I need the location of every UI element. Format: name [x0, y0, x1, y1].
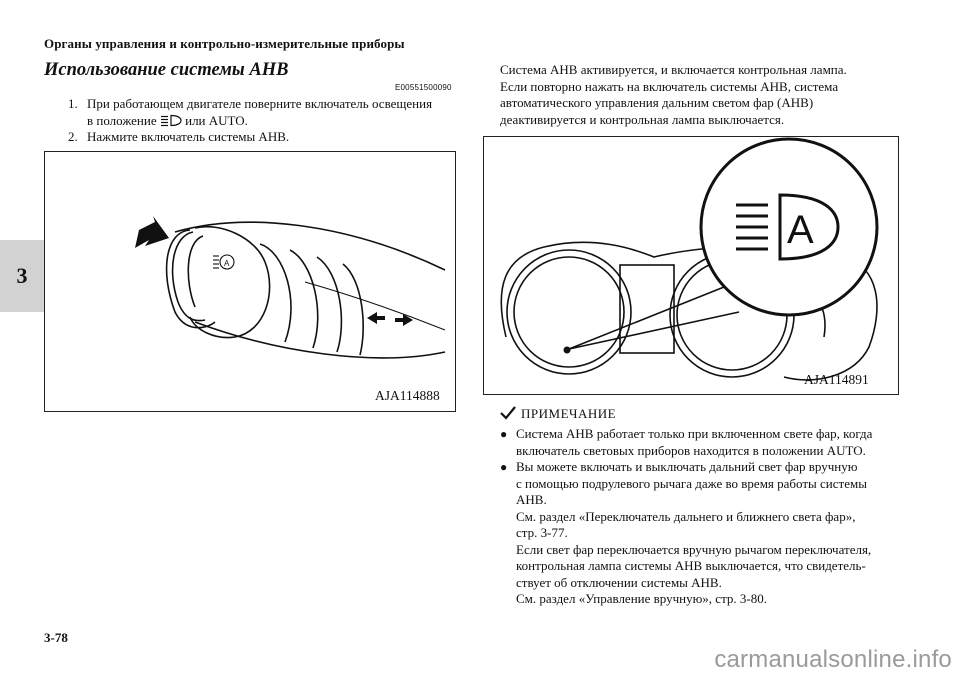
switch-illustration	[45, 152, 455, 411]
chapter-tab: 3	[0, 240, 44, 312]
step-text: или AUTO.	[185, 112, 248, 128]
note-bullet-1	[500, 426, 900, 459]
bullet-line: Если свет фар переключается вручную рычагом переключателя,	[516, 541, 872, 557]
section-title: Использование системы AHB	[44, 60, 289, 80]
step-1	[68, 96, 468, 129]
headlight-icon	[160, 114, 182, 127]
push-arrow-icon	[135, 216, 169, 248]
ahb-description	[500, 62, 900, 128]
bullet-line: AHB.	[516, 492, 547, 507]
bullet-line: Система AHB работает только при включенном свете фар, когда	[516, 426, 873, 441]
step-2	[68, 129, 468, 146]
step-text: При работающем двигателе поверните включатель освещения	[87, 96, 433, 111]
bullet-line: с помощью подрулевого рычага даже во время работы системы	[516, 475, 867, 491]
bullet-line: контрольная лампа системы AHB выключается, что свидетель-	[516, 558, 866, 573]
figure-instrument-cluster	[483, 136, 899, 395]
bullet-line: См. раздел «Переключатель дальнего и ближнего света фар»,	[516, 508, 856, 524]
bullet-line: Вы можете включать и выключать дальний свет фар вручную	[516, 459, 858, 474]
figure-label-right: AJA114891	[804, 372, 869, 387]
paragraph-line: деактивируется и контрольная лампа выключается.	[500, 111, 785, 127]
figure-ahb-switch	[44, 151, 456, 412]
page-number: 3-78	[44, 630, 68, 645]
bullet-line: включатель световых приборов находится в положении AUTO.	[516, 442, 866, 458]
paragraph-line: автоматического управления дальним светом фар (AHB)	[500, 95, 814, 110]
bullet-line: См. раздел «Управление вручную», стр. 3-80.	[516, 591, 767, 606]
cluster-illustration	[484, 137, 898, 394]
note-checkmark-icon	[500, 405, 516, 421]
step-number: 2.	[68, 129, 78, 144]
bullet-line: ствует об отключении системы AHB.	[516, 574, 722, 590]
step-text: в положение	[87, 112, 157, 128]
section-code: E00551500090	[395, 83, 452, 92]
watermark: carmanualsonline.info	[714, 646, 952, 673]
indicator-lamp-location	[564, 347, 571, 354]
step-text: Нажмите включатель системы AHB.	[87, 129, 290, 144]
note-bullet-2	[500, 459, 900, 608]
bullet-dot-icon: ●	[500, 427, 508, 441]
bullet-dot-icon: ●	[500, 460, 508, 474]
svg-text:A: A	[787, 208, 814, 252]
paragraph-line: Если повторно нажать на включатель системы AHB, система	[500, 78, 839, 94]
turn-signal-arrows-icon	[367, 312, 413, 326]
svg-text:A: A	[224, 259, 230, 268]
paragraph-line: Система AHB активируется, и включается контрольная лампа.	[500, 62, 847, 77]
figure-label-left: AJA114888	[375, 388, 440, 403]
page-header: Органы управления и контрольно-измерительные приборы	[44, 36, 405, 51]
note-title: ПРИМЕЧАНИЕ	[521, 406, 617, 421]
step-number: 1.	[68, 96, 78, 111]
bullet-line: стр. 3-77.	[516, 525, 568, 540]
